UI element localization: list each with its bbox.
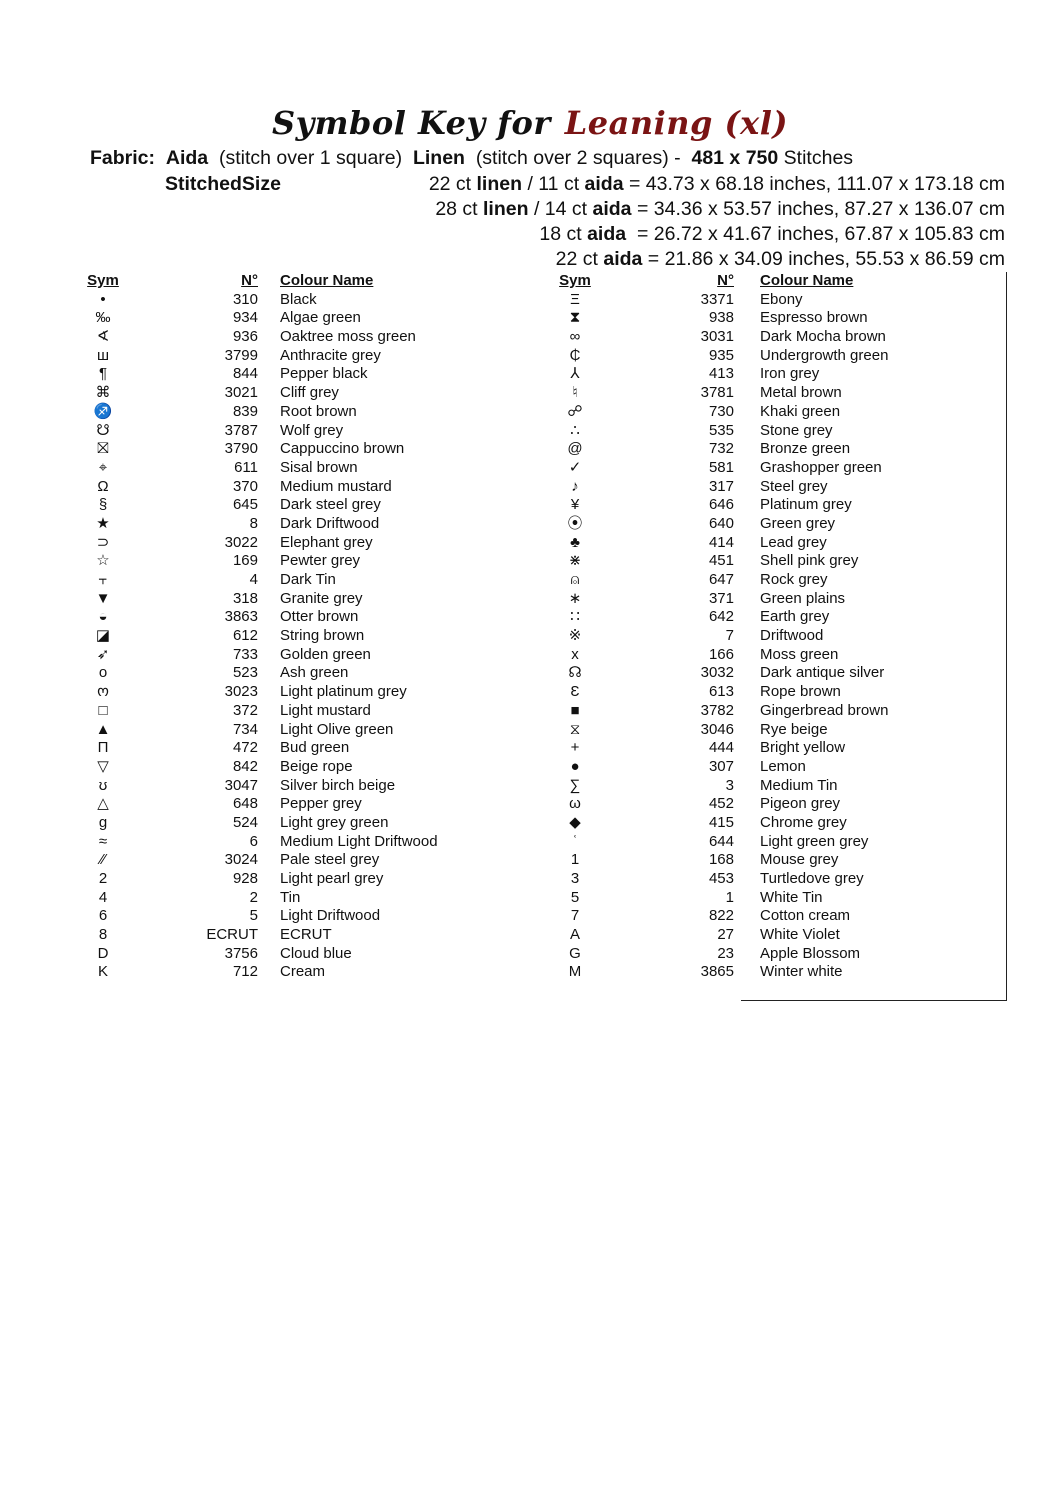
colour-number: 372 — [232, 701, 258, 719]
colour-name: Steel grey — [760, 477, 828, 495]
colour-number: 934 — [232, 309, 258, 327]
colour-number: 3799 — [224, 346, 258, 364]
colour-name: Pigeon grey — [760, 795, 841, 813]
symbol: ∑ — [569, 776, 581, 794]
colour-name: Turtledove grey — [760, 870, 864, 887]
colour-number: 169 — [232, 552, 258, 570]
colour-number: 444 — [708, 739, 734, 757]
colour-name: Wolf grey — [280, 421, 344, 439]
size-fabric: aida — [587, 223, 627, 245]
colour-number: 822 — [708, 907, 734, 925]
symbol: ■ — [570, 701, 580, 719]
symbol: □ — [98, 701, 108, 719]
symbol: ☍ — [567, 402, 583, 420]
colour-number: 370 — [232, 477, 258, 495]
symbol: ⁄⁄ — [100, 851, 106, 869]
colour-number: 3371 — [700, 290, 734, 308]
colour-number: 844 — [232, 365, 258, 383]
size-count: 22 ct — [555, 248, 598, 270]
colour-name: Medium Tin — [760, 776, 838, 794]
symbol: ★ — [96, 514, 110, 532]
fabric-aida-note: (stitch over 1 square) — [218, 147, 403, 169]
colour-number: 3022 — [224, 533, 258, 551]
colour-number: 3787 — [224, 421, 258, 439]
colour-name: Light Olive green — [280, 720, 394, 738]
symbol: M — [568, 963, 582, 981]
fabric-linen-note: (stitch over 2 squares) - — [475, 147, 681, 169]
colour-number: 317 — [708, 477, 734, 495]
colour-name: Winter white — [760, 963, 843, 981]
colour-number: 371 — [708, 589, 734, 607]
symbol: ☆ — [96, 552, 110, 570]
colour-name: Anthracite grey — [280, 346, 381, 364]
symbol: x — [571, 645, 579, 663]
symbol: ≈ — [98, 832, 108, 850]
colour-number: 642 — [708, 608, 734, 626]
colour-name: Platinum grey — [760, 496, 852, 514]
colour-number: 5 — [249, 907, 258, 925]
colour-number: 8 — [249, 514, 258, 532]
colour-number: 613 — [708, 683, 734, 701]
colour-number: 712 — [232, 963, 258, 981]
colour-number: 646 — [708, 496, 734, 514]
size-value: = 43.73 x 68.18 inches, 111.07 x 173.18 cm — [629, 173, 1005, 195]
colour-name: Gingerbread brown — [760, 701, 889, 719]
size-line-4 — [556, 248, 1005, 271]
symbol: ₵ — [569, 346, 581, 364]
colour-number: 318 — [232, 589, 258, 607]
colour-name: Oaktree moss green — [280, 328, 416, 346]
colour-name: Cotton cream — [760, 907, 851, 925]
colour-name: Pepper grey — [280, 795, 362, 813]
symbol: ¶ — [98, 365, 108, 383]
colour-number: 166 — [708, 645, 734, 663]
symbol: § — [98, 496, 108, 514]
table-border-bottom — [741, 1000, 1007, 1001]
colour-name: Ebony — [760, 290, 803, 308]
stitched-size-label: StitchedSize — [165, 173, 281, 195]
colour-name: Light pearl grey — [280, 870, 384, 887]
fabric-line — [90, 147, 853, 170]
colour-number: 168 — [708, 851, 734, 869]
colour-number: 1 — [725, 888, 734, 906]
colour-name: Silver birch beige — [280, 776, 396, 794]
colour-name: Khaki green — [760, 402, 841, 420]
colour-number: 842 — [232, 757, 258, 775]
symbol: ¥ — [570, 496, 580, 514]
symbol: o — [98, 664, 108, 682]
colour-name: Stone grey — [760, 421, 833, 439]
colour-name: Cloud blue — [280, 944, 352, 962]
colour-name: Light grey green — [280, 813, 389, 831]
colour-name: Bronze green — [760, 440, 851, 458]
colour-number: 452 — [708, 795, 734, 813]
colour-number: 23 — [717, 944, 734, 962]
colour-name: Ash green — [280, 664, 349, 682]
colour-name: Light platinum grey — [280, 683, 407, 701]
table-border-right — [1006, 272, 1007, 1000]
colour-name: Moss green — [760, 645, 839, 663]
colour-name: Shell pink grey — [760, 552, 859, 570]
colour-name: Dark antique silver — [760, 664, 885, 682]
symbol: ⌖ — [98, 458, 108, 476]
colour-number: 733 — [232, 645, 258, 663]
colour-number: 413 — [708, 365, 734, 383]
header-sym: Sym — [87, 272, 119, 289]
colour-name: Black — [280, 290, 317, 308]
symbol: 2 — [98, 870, 108, 887]
symbol: ∴ — [570, 421, 580, 439]
colour-number: 453 — [708, 870, 734, 887]
colour-number: 3 — [725, 776, 734, 794]
colour-name: Lead grey — [760, 533, 827, 551]
colour-number: 732 — [708, 440, 734, 458]
colour-number: 640 — [708, 514, 734, 532]
fabric-linen: Linen — [412, 147, 465, 169]
symbol: D — [97, 944, 109, 962]
colour-number: 3756 — [224, 944, 258, 962]
colour-number: 3863 — [224, 608, 258, 626]
colour-number: 581 — [708, 458, 734, 476]
colour-name: Bright yellow — [760, 739, 846, 757]
colour-number: 3023 — [224, 683, 258, 701]
stitch-word: Stitches — [783, 147, 854, 169]
colour-number: 3782 — [700, 701, 734, 719]
symbol: ω — [569, 795, 581, 813]
symbol: ⧗ — [569, 309, 581, 327]
colour-name: Undergrowth green — [760, 346, 889, 364]
page-title — [0, 104, 1060, 142]
symbol: ∗ — [568, 589, 582, 607]
symbol: ♪ — [571, 477, 579, 495]
colour-number: 3790 — [224, 440, 258, 458]
colour-number: 938 — [708, 309, 734, 327]
colour-number: 3047 — [224, 776, 258, 794]
colour-number: 3021 — [224, 384, 258, 402]
symbol: g — [98, 813, 108, 831]
size-count: 18 ct — [539, 223, 582, 245]
symbol: ♐ — [93, 402, 113, 420]
header-num: N° — [241, 272, 258, 289]
title-prefix: Symbol Key for — [271, 104, 551, 142]
colour-name: Rope brown — [760, 683, 841, 701]
symbol: 1 — [570, 851, 580, 869]
colour-number: 4 — [249, 571, 258, 588]
symbol: 7 — [570, 907, 580, 925]
colour-name: Cappuccino brown — [280, 440, 405, 458]
colour-name: Metal brown — [760, 384, 842, 402]
colour-number: 936 — [232, 328, 258, 346]
symbol: ⍝ — [570, 571, 580, 588]
pattern-name: Leaning (xl) — [564, 104, 789, 142]
colour-number: 2 — [249, 888, 258, 906]
colour-number: 524 — [232, 813, 258, 831]
colour-name: Green grey — [760, 514, 836, 532]
colour-name: White Tin — [760, 888, 823, 906]
symbol: ▼ — [95, 589, 111, 607]
symbol: ⅄ — [570, 365, 580, 383]
colour-number: 648 — [232, 795, 258, 813]
symbol: Π — [97, 739, 109, 757]
symbol: 5 — [570, 888, 580, 906]
colour-number: 415 — [708, 813, 734, 831]
colour-number: 644 — [708, 832, 734, 850]
colour-number: 730 — [708, 402, 734, 420]
symbol: G — [569, 944, 581, 962]
size-sep: / 11 ct — [527, 173, 580, 195]
colour-name: Espresso brown — [760, 309, 868, 327]
colour-name: Dark Tin — [280, 571, 336, 588]
colour-name: White Violet — [760, 926, 840, 944]
colour-name: Iron grey — [760, 365, 820, 383]
size-fabric: linen — [476, 173, 523, 195]
colour-name: Pepper black — [280, 365, 368, 383]
symbol: ▲ — [95, 720, 111, 738]
colour-name: Chrome grey — [760, 813, 847, 831]
colour-name: Apple Blossom — [760, 944, 861, 962]
colour-name: Beige rope — [280, 757, 353, 775]
colour-name: Bud green — [280, 739, 350, 757]
symbol: ∷ — [570, 608, 580, 626]
symbol: ⫟ — [98, 571, 108, 588]
colour-number: 523 — [232, 664, 258, 682]
colour-number: 451 — [708, 552, 734, 570]
colour-name: Golden green — [280, 645, 371, 663]
colour-number: 611 — [234, 458, 258, 476]
colour-name: Light Driftwood — [280, 907, 381, 925]
symbol: • — [100, 290, 106, 308]
symbol: @ — [567, 440, 583, 458]
colour-number: 535 — [708, 421, 734, 439]
colour-name: ECRUT — [280, 926, 332, 944]
colour-name: Sisal brown — [280, 458, 358, 476]
size-value: = 26.72 x 41.67 inches, 67.87 x 105.83 cm — [631, 223, 1005, 245]
colour-number: 3024 — [224, 851, 258, 869]
symbol: ◒ — [98, 608, 108, 626]
symbol: 3 — [570, 870, 580, 887]
symbol: ➶ — [96, 645, 110, 663]
colour-name: Green plains — [760, 589, 846, 607]
symbol: ⌘ — [95, 384, 111, 402]
symbol: ▽ — [97, 757, 109, 775]
colour-name: String brown — [280, 627, 365, 645]
symbol: ო — [97, 683, 109, 701]
symbol: K — [97, 963, 108, 981]
symbol: ✓ — [568, 458, 582, 476]
colour-number: 27 — [717, 926, 734, 944]
colour-name: Light green grey — [760, 832, 869, 850]
symbol: Ω — [97, 477, 109, 495]
colour-name: Pewter grey — [280, 552, 361, 570]
symbol: 8 — [98, 926, 108, 944]
colour-name: Pale steel grey — [280, 851, 380, 869]
symbol: ♣ — [570, 533, 580, 551]
colour-name: Lemon — [760, 757, 806, 775]
symbol: ☋ — [96, 421, 110, 439]
size-fabric: aida — [584, 173, 624, 195]
size-value: = 34.36 x 53.57 inches, 87.27 x 136.07 cm — [636, 198, 1005, 220]
fabric-aida: Aida — [165, 147, 209, 169]
size-count: 22 ct — [428, 173, 472, 195]
colour-number: 472 — [232, 739, 258, 757]
symbol: ◆ — [569, 813, 581, 831]
colour-name: Mouse grey — [760, 851, 839, 869]
header-sym: Sym — [559, 272, 591, 289]
symbol: ш — [96, 346, 110, 364]
colour-number: ECRUT — [206, 926, 258, 944]
colour-number: 647 — [708, 571, 734, 588]
colour-name: Light mustard — [280, 701, 371, 719]
size-line-1 — [429, 173, 1005, 196]
colour-name: Driftwood — [760, 627, 824, 645]
symbol: ※ — [568, 627, 582, 645]
colour-name: Earth grey — [760, 608, 830, 626]
colour-name: Granite grey — [280, 589, 363, 607]
colour-name: Cliff grey — [280, 384, 339, 402]
colour-number: 839 — [232, 402, 258, 420]
colour-name: Dark steel grey — [280, 496, 381, 514]
fabric-label: Fabric: — [90, 147, 156, 169]
symbol: Ɛ — [570, 683, 580, 701]
colour-name: Elephant grey — [280, 533, 373, 551]
size-fabric: aida — [603, 248, 643, 270]
size-fabric: linen — [483, 198, 529, 220]
symbol: A — [569, 926, 580, 944]
size-count: 28 ct — [435, 198, 478, 220]
header-name: Colour Name — [280, 272, 374, 289]
symbol: ⛝ — [97, 440, 109, 458]
colour-name: Dark Driftwood — [280, 514, 380, 532]
symbol: ♮ — [572, 384, 578, 402]
symbol: ☊ — [568, 664, 582, 682]
colour-name: Medium mustard — [280, 477, 392, 495]
colour-number: 7 — [725, 627, 734, 645]
symbol: + — [570, 739, 580, 757]
colour-number: 3046 — [700, 720, 734, 738]
size-value: = 21.86 x 34.09 inches, 55.53 x 86.59 cm — [647, 248, 1005, 270]
symbol: Ξ — [570, 290, 580, 308]
symbol: ʿ — [572, 832, 578, 850]
size-fabric: aida — [592, 198, 632, 220]
size-sep: / 14 ct — [533, 198, 588, 220]
symbol: ⊃ — [96, 533, 110, 551]
colour-number: 645 — [232, 496, 258, 514]
colour-name: Dark Mocha brown — [760, 328, 886, 346]
colour-number: 3865 — [700, 963, 734, 981]
symbol: ⋇ — [568, 552, 582, 570]
colour-number: 734 — [232, 720, 258, 738]
colour-name: Grashopper green — [760, 458, 882, 476]
header-num: N° — [717, 272, 734, 289]
symbol: ◪ — [95, 627, 111, 645]
symbol: 4 — [98, 888, 108, 906]
colour-name: Medium Light Driftwood — [280, 832, 438, 850]
size-line-3 — [539, 223, 1005, 246]
colour-name: Otter brown — [280, 608, 359, 626]
symbol: ‰ — [95, 309, 111, 327]
colour-name: Cream — [280, 963, 326, 981]
colour-name: Rock grey — [760, 571, 828, 588]
size-line-2 — [435, 198, 1005, 221]
colour-number: 310 — [232, 290, 258, 308]
colour-name: Algae green — [280, 309, 361, 327]
colour-name: Tin — [280, 888, 301, 906]
symbol: ʊ — [98, 776, 108, 794]
symbol: ∢ — [96, 328, 110, 346]
stitch-count: 481 x 750 — [691, 147, 779, 169]
colour-number: 928 — [232, 870, 258, 887]
colour-number: 3032 — [700, 664, 734, 682]
colour-number: 6 — [249, 832, 258, 850]
symbol: ⧖ — [569, 720, 581, 738]
colour-number: 612 — [232, 627, 258, 645]
symbol: ∞ — [569, 328, 581, 346]
colour-number: 3781 — [700, 384, 734, 402]
colour-number: 307 — [708, 757, 734, 775]
symbol: ⦿ — [567, 514, 583, 532]
symbol: 6 — [98, 907, 108, 925]
colour-number: 935 — [708, 346, 734, 364]
colour-number: 3031 — [700, 328, 734, 346]
symbol: △ — [97, 795, 109, 813]
colour-name: Rye beige — [760, 720, 828, 738]
colour-name: Root brown — [280, 402, 357, 420]
header-name: Colour Name — [760, 272, 854, 289]
symbol: ● — [570, 757, 580, 775]
colour-number: 414 — [708, 533, 734, 551]
